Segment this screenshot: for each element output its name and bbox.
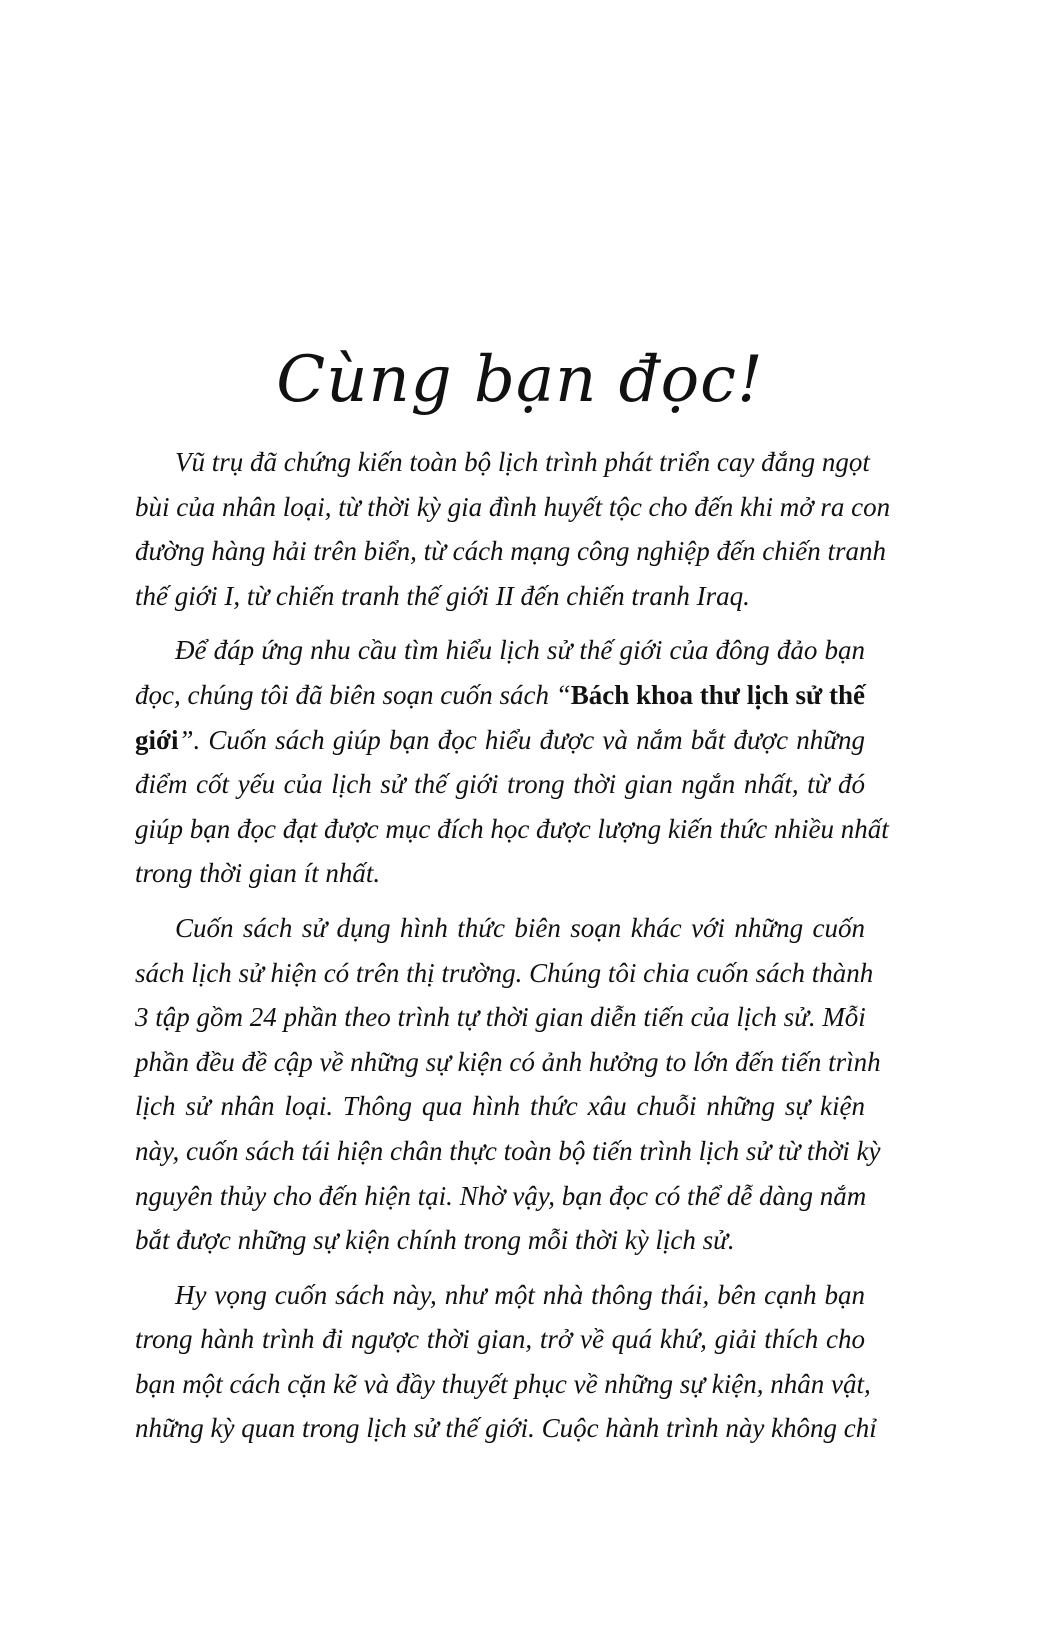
text-segment: ”. Cuốn sách giúp bạn đọc hiểu được và nắm bắt được những	[178, 724, 865, 755]
text-line	[135, 995, 865, 1040]
text-segment: trong hành trình đi ngược thời gian, trở về quá khứ, giải thích cho	[135, 1324, 865, 1355]
text-line	[135, 1362, 871, 1407]
text-line	[135, 1040, 881, 1085]
text-line	[135, 440, 870, 485]
bold-book-title: Bách khoa thư lịch sử thế	[570, 679, 865, 710]
text-line	[135, 673, 865, 718]
text-line	[135, 1084, 865, 1129]
text-segment: những kỳ quan trong lịch sử thế giới. Cuộc hành trình này không chỉ	[135, 1413, 877, 1444]
text-segment: đọc, chúng tôi đã biên soạn cuốn sách “	[135, 679, 571, 710]
body-text	[135, 440, 891, 1461]
text-segment: bắt được những sự kiện chính trong mỗi thời kỳ lịch sử.	[135, 1225, 735, 1256]
text-segment: điểm cốt yếu của lịch sử thế giới trong thời gian ngắn nhất, từ đó	[135, 769, 865, 800]
page-title: Cùng bạn đọc!	[276, 342, 764, 417]
text-segment: Vũ trụ đã chứng kiến toàn bộ lịch trình phát triển cay đắng ngọt	[175, 447, 870, 477]
text-line	[135, 1406, 877, 1451]
text-segment: này, cuốn sách tái hiện chân thực toàn bộ tiến trình lịch sử từ thời kỳ	[135, 1135, 881, 1166]
text-segment: sách lịch sử hiện có trên thị trường. Chúng tôi chia cuốn sách thành	[135, 957, 874, 988]
text-segment: thế giới I, từ chiến tranh thế giới II đến chiến tranh Iraq.	[135, 580, 750, 611]
text-segment: bạn một cách cặn kẽ và đầy thuyết phục về những sự kiện, nhân vật,	[135, 1368, 871, 1399]
paragraph	[135, 628, 889, 896]
text-line	[135, 485, 891, 530]
text-line	[135, 1129, 881, 1174]
text-segment: phần đều đề cập về những sự kiện có ảnh hưởng to lớn đến tiến trình	[135, 1046, 881, 1077]
text-line	[135, 951, 874, 996]
text-line	[135, 1174, 865, 1219]
text-line	[135, 628, 865, 673]
text-line	[135, 906, 865, 951]
text-segment: Để đáp ứng nhu cầu tìm hiểu lịch sử thế giới của đông đảo bạn	[175, 635, 865, 666]
bold-book-title: giới	[135, 724, 179, 755]
text-segment: 3 tập gồm 24 phần theo trình tự thời gian diễn tiến của lịch sử. Mỗi	[135, 1002, 866, 1033]
paragraph	[135, 440, 891, 618]
text-segment: trong thời gian ít nhất.	[135, 858, 381, 889]
paragraph	[135, 1273, 877, 1451]
text-segment: nguyên thủy cho đến hiện tại. Nhờ vậy, bạn đọc có thể dễ dàng nắm	[135, 1180, 867, 1211]
text-line	[135, 1317, 865, 1362]
text-line	[135, 762, 865, 807]
paragraph	[135, 906, 881, 1263]
text-line	[135, 1218, 865, 1263]
text-line	[135, 574, 865, 619]
text-segment: giúp bạn đọc đạt được mục đích học được lượng kiến thức nhiều nhất	[135, 813, 889, 844]
text-line	[135, 529, 886, 574]
text-segment: bùi của nhân loại, từ thời kỳ gia đình huyết tộc cho đến khi mở ra con	[135, 491, 891, 522]
text-line	[135, 851, 865, 896]
text-line	[135, 718, 865, 763]
text-segment: Cuốn sách sử dụng hình thức biên soạn khác với những cuốn	[175, 912, 865, 943]
text-segment: đường hàng hải trên biển, từ cách mạng công nghiệp đến chiến tranh	[135, 536, 886, 567]
text-segment: Hy vọng cuốn sách này, như một nhà thông thái, bên cạnh bạn	[175, 1279, 865, 1310]
text-segment: lịch sử nhân loại. Thông qua hình thức xâu chuỗi những sự kiện	[135, 1091, 865, 1122]
text-line	[135, 807, 889, 852]
text-line	[135, 1273, 865, 1318]
